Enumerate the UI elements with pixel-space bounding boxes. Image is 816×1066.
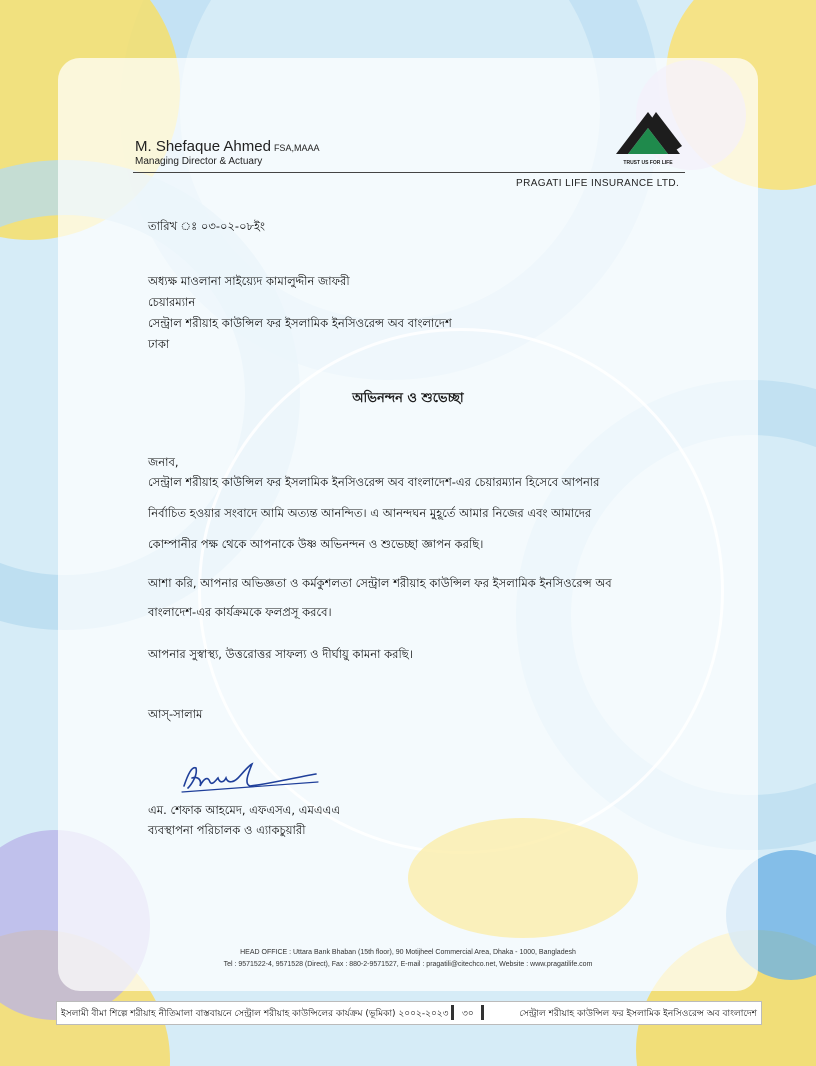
divider <box>481 1005 484 1020</box>
sender-name <box>135 138 319 155</box>
closing: আস্-সালাম <box>148 707 203 721</box>
paragraph-line: আশা করি, আপনার অভিজ্ঞতা ও কর্মকুশলতা সেন্ট্রাল শরীয়াহ কাউন্সিল ফর ইসলামিক ইনসিওরেন্স অব <box>148 576 612 590</box>
paragraph-line: আপনার সুস্বাস্থ্য, উত্তরোত্তর সাফল্য ও দীর্ঘায়ু কামনা করছি। <box>148 647 413 661</box>
logo-tagline: TRUST US FOR LIFE <box>623 160 673 166</box>
signature-icon <box>178 756 323 796</box>
head-office-address: HEAD OFFICE : Uttara Bank Bhaban (15th floor), 90 Motijheel Commercial Area, Dhaka - 1000, Bangladesh <box>240 949 576 956</box>
sender-designation: Managing Director & Actuary <box>135 156 263 167</box>
book-title: ইসলামী বীমা শিল্পে শরীয়াহ নীতিমালা বাস্তবায়নে সেন্ট্রাল শরীয়াহ কাউন্সিলের কার্যক্রম (ভূমিকা) ২০০২-২০২৩ <box>61 1009 449 1019</box>
paragraph-line: কোম্পানীর পক্ষ থেকে আপনাকে উষ্ণ অভিনন্দন ও শুভেচ্ছা জ্ঞাপন করছি। <box>148 537 484 551</box>
recipient-line: সেন্ট্রাল শরীয়াহ কাউন্সিল ফর ইসলামিক ইনসিওরেন্স অব বাংলাদেশ <box>148 316 452 330</box>
signatory-title: ব্যবস্থাপনা পরিচালক ও এ্যাকচুয়ারী <box>148 823 306 837</box>
contact-details: Tel : 9571522-4, 9571528 (Direct), Fax : 880-2-9571527, E-mail : pragatili@citechco.net, Website : www.pragatilife.com <box>223 961 593 968</box>
salutation: জনাব, <box>148 455 179 469</box>
paragraph-line: সেন্ট্রাল শরীয়াহ কাউন্সিল ফর ইসলামিক ইনসিওরেন্স অব বাংলাদেশ-এর চেয়ারম্যান হিসেবে আপনার <box>148 475 600 489</box>
recipient-line: ঢাকা <box>148 337 170 351</box>
paragraph-line: বাংলাদেশ-এর কার্যক্রমকে ফলপ্রসূ করবে। <box>148 605 332 619</box>
paragraph-line: নির্বাচিত হওয়ার সংবাদে আমি অত্যন্ত আনন্দিত। এ আনন্দঘন মুহূর্তে আমার নিজের এবং আমাদের <box>148 506 592 520</box>
company-name: PRAGATI LIFE INSURANCE LTD. <box>516 178 680 189</box>
page-number: ৩০ <box>462 1009 474 1019</box>
recipient-line: অধ্যক্ষ মাওলানা সাইয়্যেদ কামালুদ্দীন জাফরী <box>148 274 350 288</box>
sender-name-text: M. Shefaque Ahmed <box>135 138 271 155</box>
letter-subject: অভিনন্দন ও শুভেচ্ছা <box>352 391 464 406</box>
letter-date: তারিখ ঃ ০৩-০২-০৮ইং <box>148 219 265 233</box>
divider <box>451 1005 454 1020</box>
organization-name: সেন্ট্রাল শরীয়াহ কাউন্সিল ফর ইসলামিক ইনসিওরেন্স অব বাংলাদেশ <box>519 1009 757 1019</box>
card-highlight <box>408 818 638 938</box>
sender-qualifications: FSA,MAAA <box>273 143 320 153</box>
signatory-name: এম. শেফাক আহমেদ, এফএসএ, এমএএএ <box>148 803 341 817</box>
letterhead-divider <box>133 172 685 173</box>
letter-card <box>58 58 758 991</box>
page-footer-strip <box>56 1001 762 1025</box>
recipient-line: চেয়ারম্যান <box>148 295 196 309</box>
